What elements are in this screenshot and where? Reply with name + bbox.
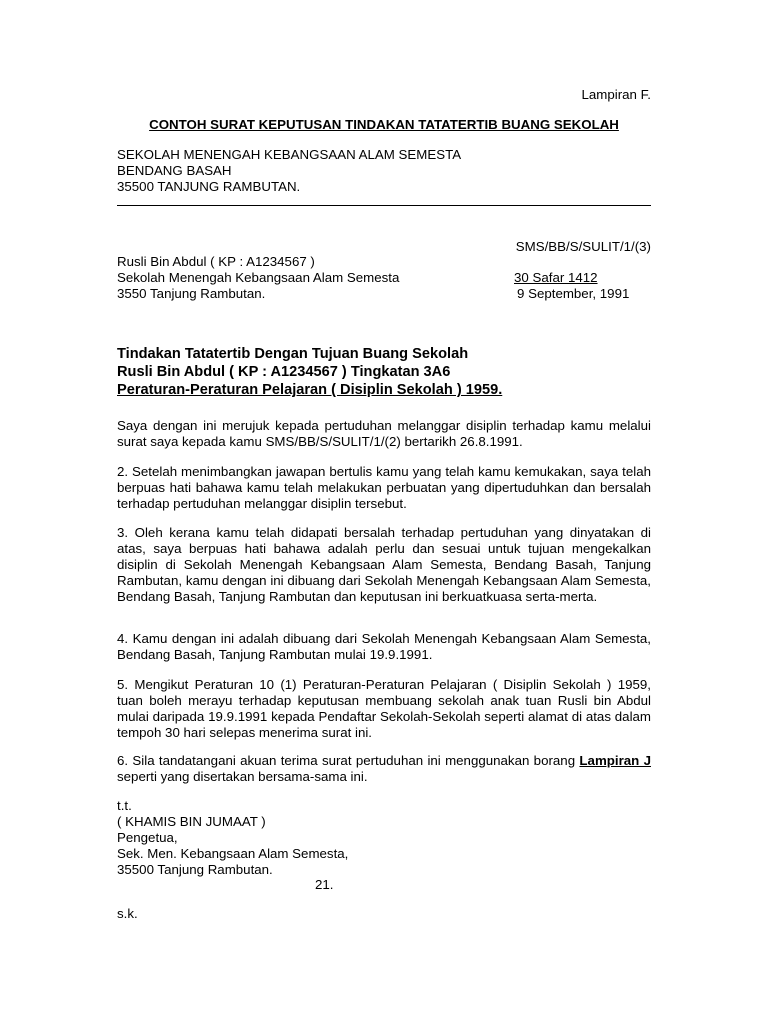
body-paragraph-6: [117, 753, 651, 785]
signatory-position: Pengetua,: [117, 830, 178, 845]
body-paragraph-2: 2. Setelah menimbangkan jawapan bertulis kamu yang telah kamu kemukakan, saya telah berpuas hati bahawa kamu telah melakukan perbuatan yang dipertuduhkan dan bersalah terhadap pertuduhan melanggar disiplin tersebut.: [117, 464, 651, 511]
sender-address: [117, 147, 461, 195]
signatory-school: Sek. Men. Kebangsaan Alam Semesta,: [117, 846, 349, 861]
subject-line: Tindakan Tatatertib Dengan Tujuan Buang Sekolah: [117, 346, 469, 362]
reference-number: SMS/BB/S/SULIT/1/(3): [515, 239, 651, 254]
subject-line: Peraturan-Peraturan Pelajaran ( Disiplin Sekolah ) 1959.: [117, 382, 503, 398]
sender-address-line: 35500 TANJUNG RAMBUTAN.: [117, 179, 301, 194]
document-title: CONTOH SURAT KEPUTUSAN TINDAKAN TATATERTIB BUANG SEKOLAH: [149, 117, 619, 132]
body-paragraph-4: 4. Kamu dengan ini adalah dibuang dari Sekolah Menengah Kebangsaan Alam Semesta, Bendang Basah, Tanjung Rambutan mulai 19.9.1991.: [117, 631, 651, 662]
gregorian-date: 9 September, 1991: [517, 286, 630, 301]
recipient-address-line: Rusli Bin Abdul ( KP : A1234567 ): [117, 254, 315, 269]
sender-address-line: SEKOLAH MENENGAH KEBANGSAAN ALAM SEMESTA: [117, 147, 462, 162]
signatory-name: ( KHAMIS BIN JUMAAT ): [117, 814, 266, 829]
signatory-town: 35500 Tanjung Rambutan.: [117, 862, 273, 877]
body-paragraph-3: 3. Oleh kerana kamu telah didapati bersalah terhadap pertuduhan yang dinyatakan di atas, saya berpuas hati bahawa adalah perlu dan sesuai untuk tujuan mengekalkan disiplin di Sekolah Menengah Kebangsaan Alam Semesta, Bendang Basah, Tanjung Rambutan, kamu dengan ini dibuang dari Sekolah Menengah Kebangsaan Alam Semesta, Bendang Basah, Tanjung Rambutan dan keputusan ini berkuatkuasa serta-merta.: [117, 525, 651, 604]
form-reference: Lampiran J: [579, 753, 651, 768]
recipient-address-line: Sekolah Menengah Kebangsaan Alam Semesta: [117, 270, 400, 285]
sender-address-line: BENDANG BASAH: [117, 163, 232, 178]
recipient-address-line: 3550 Tanjung Rambutan.: [117, 286, 266, 301]
hijri-date: 30 Safar 1412: [514, 270, 598, 285]
letter-subject: [117, 345, 502, 399]
copy-to-label: s.k.: [117, 906, 138, 921]
attachment-label: Lampiran F.: [581, 87, 651, 102]
page-number: 21.: [315, 877, 334, 892]
paragraph-text: seperti yang disertakan bersama-sama ini.: [117, 769, 368, 784]
recipient-address: [117, 254, 399, 302]
body-paragraph-1: Saya dengan ini merujuk kepada pertuduhan melanggar disiplin terhadap kamu melalui surat saya kepada kamu SMS/BB/S/SULIT/1/(2) bertarikh 26.8.1991.: [117, 418, 651, 449]
header-divider: [117, 205, 651, 206]
signature-block: [117, 798, 348, 878]
body-paragraph-5: 5. Mengikut Peraturan 10 (1) Peraturan-Peraturan Pelajaran ( Disiplin Sekolah ) 1959, tuan boleh merayu terhadap keputusan membuang sekolah anak tuan Rusli bin Abdul mulai daripada 19.9.1991 kepada Pendaftar Sekolah-Sekolah seperti alamat di atas dalam tempoh 30 hari selepas menerima surat ini.: [117, 677, 651, 740]
signature-mark: t.t.: [117, 798, 132, 813]
paragraph-text: 6. Sila tandatangani akuan terima surat pertuduhan ini menggunakan borang: [117, 753, 580, 768]
subject-line: Rusli Bin Abdul ( KP : A1234567 ) Tingkatan 3A6: [117, 364, 451, 380]
letter-page: [117, 0, 651, 1024]
